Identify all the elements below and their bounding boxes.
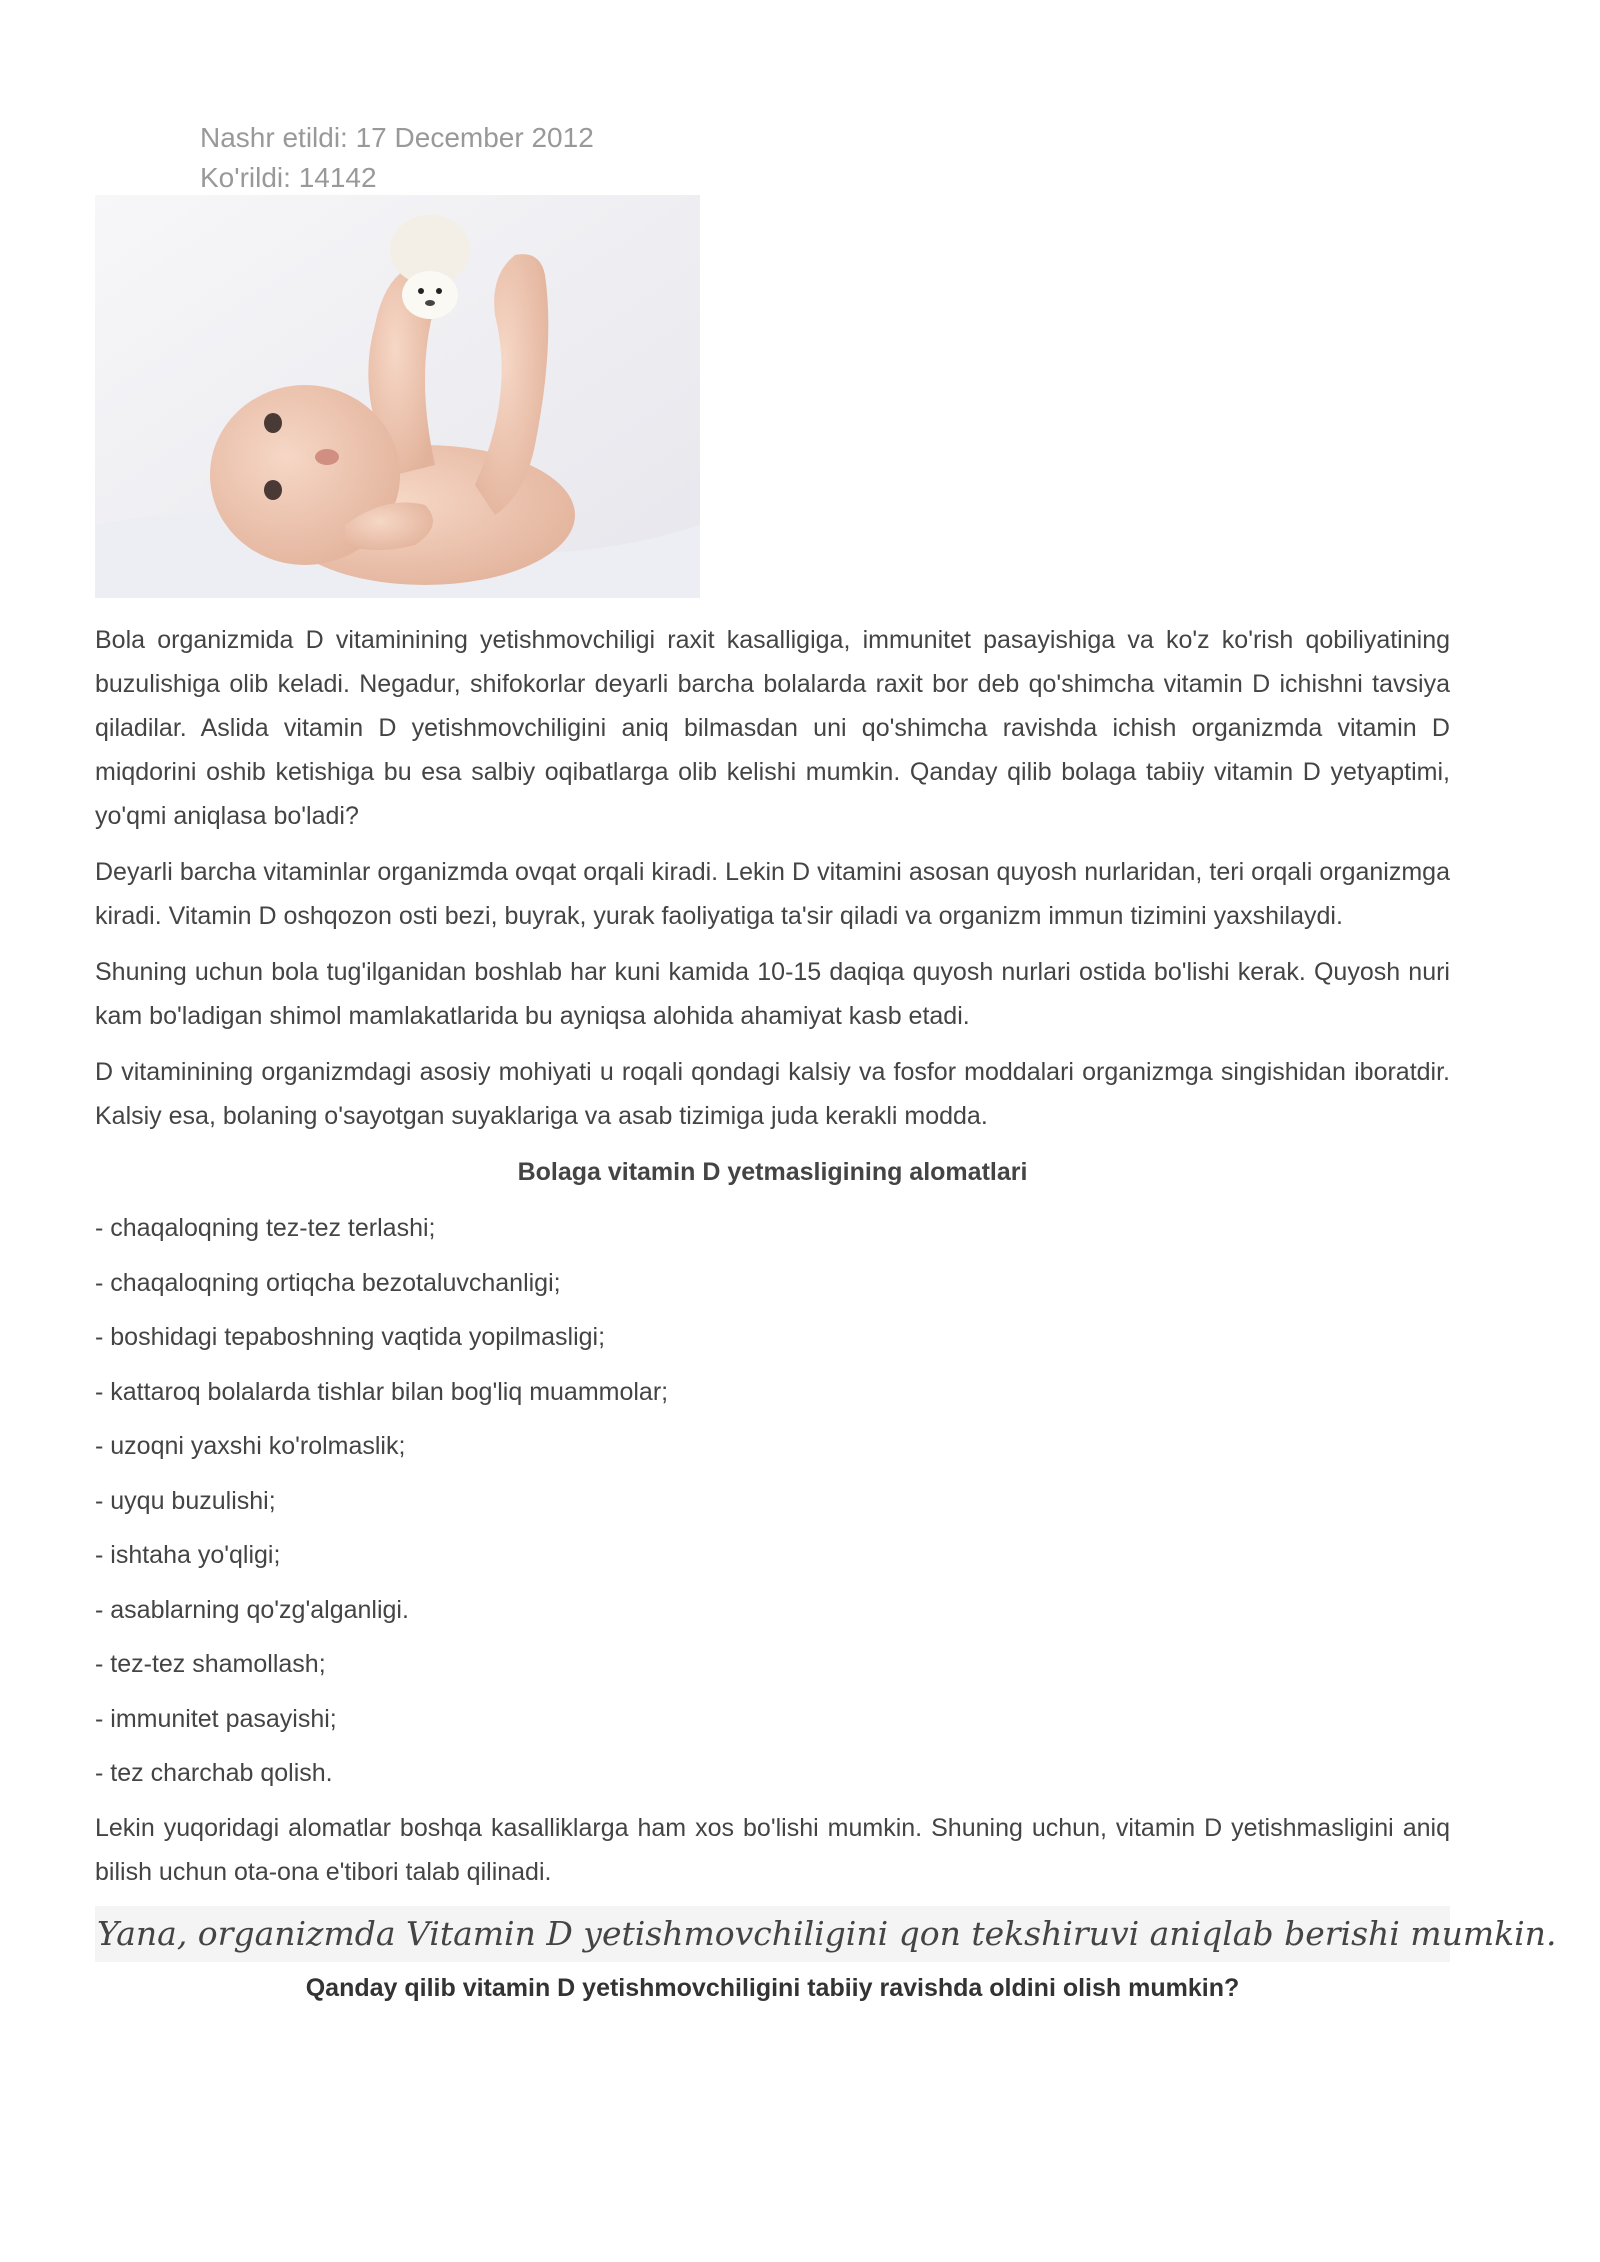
list-item: - tez-tez shamollash; — [95, 1650, 326, 1678]
baby-photo — [95, 195, 700, 598]
paragraph-sunlight: Shuning uchun bola tug'ilganidan boshlab har kuni kamida 10-15 daqiqa quyosh nurlari ostida bo'lishi kerak. Quyosh nuri kam bo'ladigan shimol mamlakatlarida bu ayniqsa alohida ahamiyat kasb etadi. — [95, 958, 1450, 1030]
highlight-quote: Yana, organizmda Vitamin D yetishmovchiligini qon tekshiruvi aniqlab berishi mumkin. — [95, 1906, 1450, 1962]
list-item: - chaqaloqning tez-tez terlashi; — [95, 1214, 436, 1242]
list-item: - uzoqni yaxshi ko'rolmaslik; — [95, 1432, 406, 1460]
list-item: - immunitet pasayishi; — [95, 1704, 337, 1733]
publish-date: Nashr etildi: 17 December 2012 — [200, 122, 594, 153]
view-count: Ko'rildi: 14142 — [200, 162, 377, 193]
paragraph-closing: Lekin yuqoridagi alomatlar boshqa kasalliklarga ham xos bo'lishi mumkin. Shuning uchun, vitamin D yetishmasligini aniq bilish uchun ota-ona e'tibori talab qilinadi. — [95, 1813, 1450, 1886]
baby-photo-illustration — [95, 195, 700, 598]
list-item: - chaqaloqning ortiqcha bezotaluvchanligi; — [95, 1268, 561, 1297]
list-item: - tez charchab qolish. — [95, 1759, 333, 1787]
list-item: - uyqu buzulishi; — [95, 1486, 276, 1515]
paragraph-intro: Bola organizmida D vitaminining yetishmovchiligi raxit kasalligiga, immunitet pasayishiga va ko'z ko'rish qobiliyatining buzulishiga olib keladi. Negadur, shifokorlar deyarli barcha bolalarda raxit bor deb qo'shimcha vitamin D ichishni tavsiya qiladilar. Aslida vitamin D yetishmovchiligini aniq bilmasdan uni qo'shimcha ravishda ichish organizmda vitamin D miqdorini oshib ketishiga bu esa salbiy oqibatlarga olib kelishi mumkin. Qanday qilib bolaga tabiiy vitamin D yetyaptimi, yo'qmi aniqlasa bo'ladi? — [95, 626, 1450, 830]
symptoms-heading: Bolaga vitamin D yetmasligining alomatlari — [517, 1158, 1028, 1186]
list-item: - ishtaha yo'qligi; — [95, 1541, 281, 1569]
list-item: - kattaroq bolalarda tishlar bilan bog'liq muammolar; — [95, 1377, 669, 1406]
symptoms-list — [95, 1206, 1450, 1795]
prevention-heading: Qanday qilib vitamin D yetishmovchiligini tabiiy ravishda oldini olish mumkin? — [305, 1973, 1240, 2002]
list-item: - boshidagi tepaboshning vaqtida yopilmasligi; — [95, 1323, 606, 1351]
article-meta — [200, 118, 594, 198]
paragraph-role: D vitaminining organizmdagi asosiy mohiyati u roqali qondagi kalsiy va fosfor moddalari organizmga singishidan iboratdir. Kalsiy esa, bolaning o'sayotgan suyaklariga va asab tizimiga juda kerakli modda. — [95, 1058, 1450, 1130]
article-body — [95, 618, 1557, 2010]
paragraph-sources: Deyarli barcha vitaminlar organizmda ovqat orqali kiradi. Lekin D vitamini asosan quyosh nurlaridan, teri orqali organizmga kiradi. Vitamin D oshqozon osti bezi, buyrak, yurak faoliyatiga ta'sir qiladi va organizm immun tizimini yaxshilaydi. — [95, 858, 1450, 930]
list-item: - asablarning qo'zg'alganligi. — [95, 1595, 409, 1624]
